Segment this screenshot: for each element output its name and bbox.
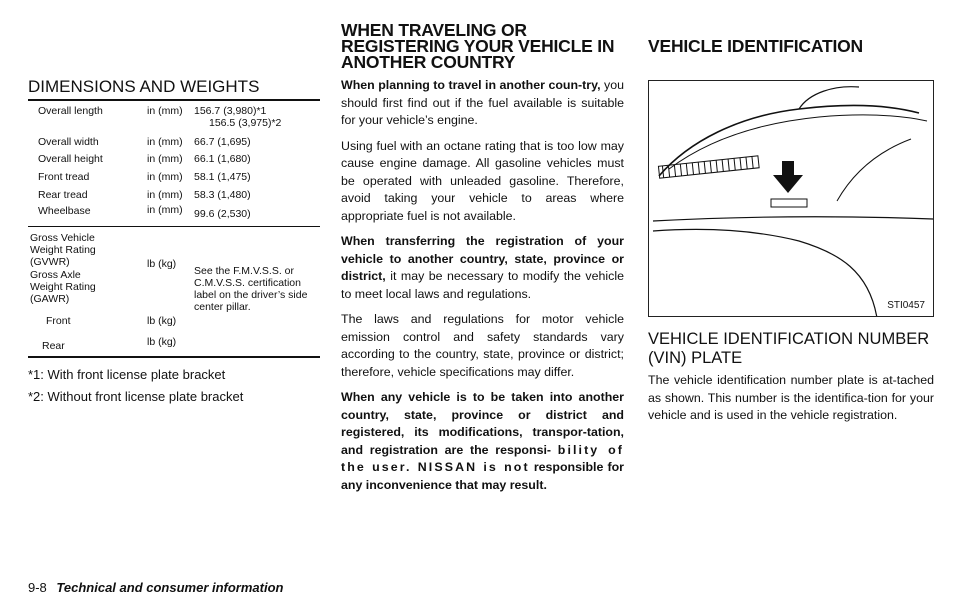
row-label: Rear tread xyxy=(38,189,88,201)
row-unit: in (mm) xyxy=(147,136,183,148)
row-unit: in (mm) xyxy=(147,153,183,165)
vin-plate-shape xyxy=(771,199,807,207)
paragraph xyxy=(341,233,624,303)
vehicle-id-heading: VEHICLE IDENTIFICATION xyxy=(648,36,863,56)
table-divider xyxy=(28,226,320,227)
dashboard-drawing xyxy=(649,81,934,317)
paragraph: Using fuel with an octane rating that is too low may cause engine damage. All gasoline vehicles must be operated with unleaded gasoline. Therefore, avoid taking your vehicle to areas where appropriate fuel is not available. xyxy=(341,138,624,223)
row-unit: in (mm) xyxy=(147,105,183,117)
traveling-body xyxy=(341,77,624,502)
warning-text: When any vehicle is to be taken into another country, state, province or district and registered, its modifications, transpor-tation, and registration are the responsi- xyxy=(341,390,624,457)
rear-label: Rear xyxy=(42,340,65,352)
row-label: Front tread xyxy=(38,171,90,183)
weight-note: See the F.M.V.S.S. or C.M.V.S.S. certification label on the driver’s side center pillar. xyxy=(194,265,308,313)
table-top-rule xyxy=(28,99,320,101)
row-value: 58.1 (1,475) xyxy=(194,171,251,183)
row-label: Overall width xyxy=(38,136,99,148)
row-unit: in (mm) xyxy=(147,204,183,216)
row-value-alt: 156.5 (3,975)*2 xyxy=(209,117,282,129)
rear-unit: lb (kg) xyxy=(147,336,177,348)
row-value: 58.3 (1,480) xyxy=(194,189,251,201)
vin-paragraph: The vehicle identification number plate is at-tached as shown. This number is the identifica-tion for your vehicle and is used in the vehicle registration. xyxy=(648,373,934,422)
paragraph xyxy=(341,77,624,130)
row-unit: in (mm) xyxy=(147,171,183,183)
vent-strip xyxy=(658,156,759,178)
row-value: 156.7 (3,980)*1 xyxy=(194,105,267,117)
figure-label: STI0457 xyxy=(887,300,925,311)
vin-plate-illustration xyxy=(648,80,934,317)
row-value: 66.1 (1,680) xyxy=(194,153,251,165)
paragraph: The laws and regulations for motor vehicle emission control and safety standards vary according to the country, state, province or district; therefore, vehicle specifications may differ. xyxy=(341,312,624,379)
table-bottom-rule xyxy=(28,356,320,358)
footnote-2: *2: Without front license plate bracket xyxy=(28,389,244,404)
page-footer xyxy=(28,580,283,595)
row-unit: in (mm) xyxy=(147,189,183,201)
row-value: 66.7 (1,695) xyxy=(194,136,251,148)
warning-text: responsible for any inconvenience that may result. xyxy=(341,460,624,492)
vin-heading: VEHICLE IDENTIFICATION NUMBER (VIN) PLATE xyxy=(648,330,930,367)
arrow-down-icon xyxy=(773,161,803,193)
bold-lead: When planning to travel in another coun-try, xyxy=(341,78,601,92)
bold-lead: When transferring the registration of your vehicle to another country, state, province or district, xyxy=(341,234,624,283)
traveling-heading: WHEN TRAVELING OR REGISTERING YOUR VEHICLE IN ANOTHER COUNTRY xyxy=(341,20,615,72)
paragraph-text: you should first find out if the fuel available is suitable for your vehicle’s engine. xyxy=(341,78,624,127)
row-label: Wheelbase xyxy=(38,205,91,217)
paragraph-text: it may be necessary to modify the vehicle to meet local laws and regulations. xyxy=(341,269,624,301)
footnote-1: *1: With front license plate bracket xyxy=(28,367,226,382)
front-unit: lb (kg) xyxy=(147,315,177,327)
footer-section-title: Technical and consumer information xyxy=(56,580,284,595)
dimensions-heading: DIMENSIONS AND WEIGHTS xyxy=(28,77,260,96)
gawr-label: Gross Axle Weight Rating (GAWR) xyxy=(30,269,96,305)
gvwr-label: Gross Vehicle Weight Rating (GVWR) xyxy=(30,232,96,268)
warning-paragraph xyxy=(341,389,624,494)
row-value: 99.6 (2,530) xyxy=(194,208,251,220)
row-label: Overall length xyxy=(38,105,103,117)
gvwr-unit: lb (kg) xyxy=(147,258,177,270)
warning-text: bility of the user. NISSAN is not xyxy=(341,442,625,474)
front-label: Front xyxy=(46,315,71,327)
row-label: Overall height xyxy=(38,153,103,165)
page-number: 9-8 xyxy=(28,580,47,595)
